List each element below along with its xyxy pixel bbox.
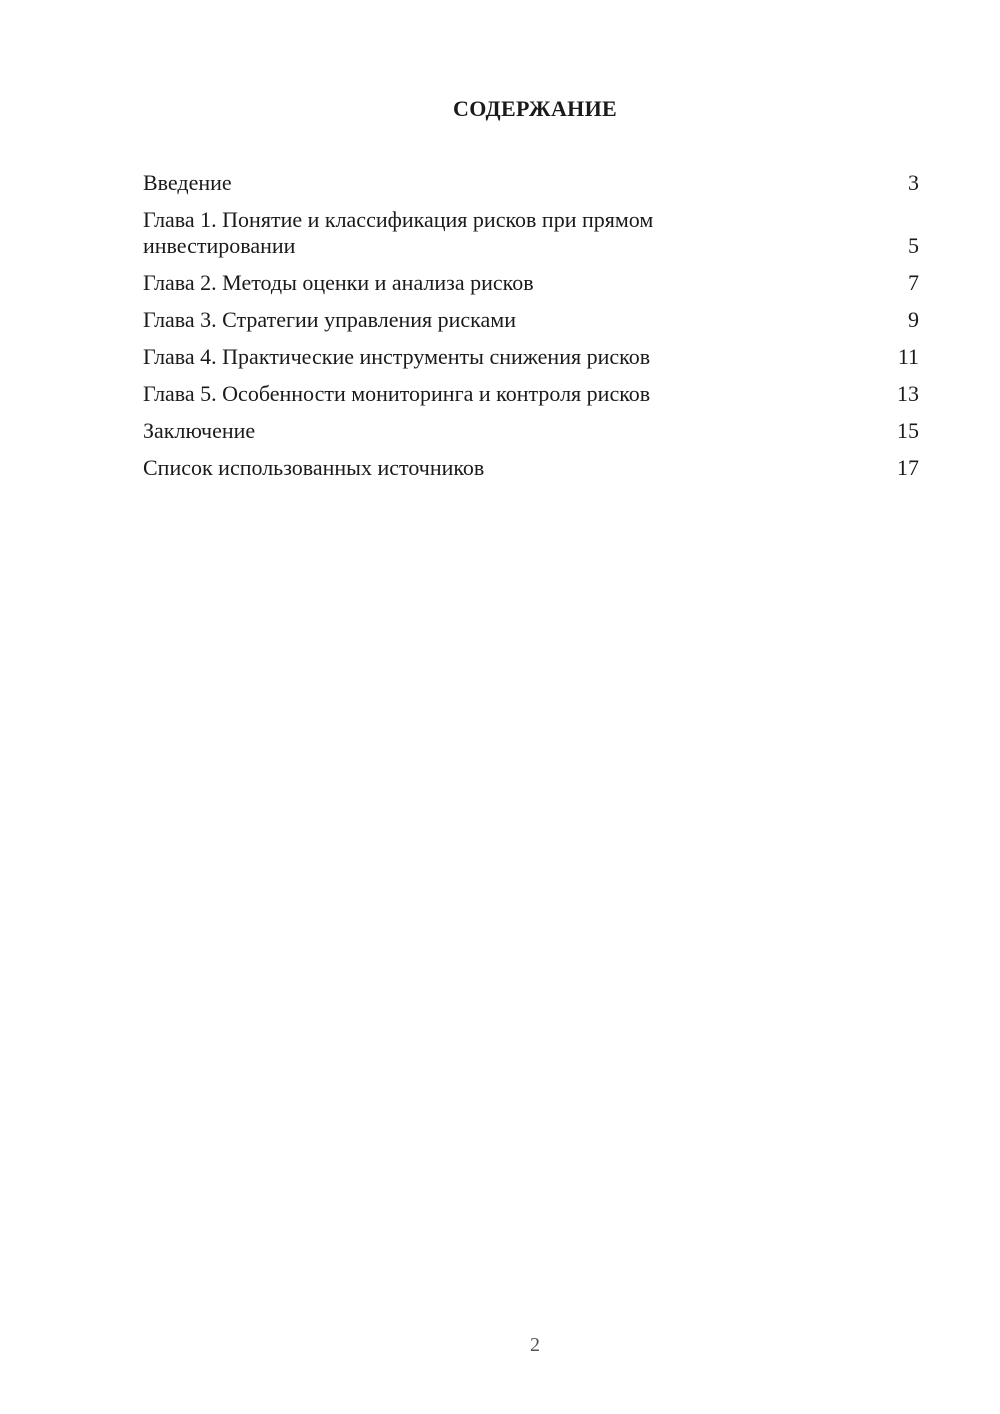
toc-entry-chapter-1[interactable] xyxy=(143,207,919,259)
toc-entry-page: 13 xyxy=(897,381,919,406)
toc-entry-page: 17 xyxy=(897,455,919,480)
toc-entry-label: Заключение xyxy=(143,418,256,443)
toc-entry-page: 3 xyxy=(908,170,919,195)
toc-entry-chapter-3[interactable] xyxy=(143,307,919,333)
toc-entry-chapter-4[interactable] xyxy=(143,344,919,370)
toc-entry-chapter-2[interactable] xyxy=(143,270,919,296)
toc-entry-chapter-5[interactable] xyxy=(143,381,919,407)
toc-entry-introduction[interactable] xyxy=(143,170,919,196)
toc-entry-label: Глава 2. Методы оценки и анализа рисков xyxy=(143,270,534,295)
table-of-contents xyxy=(143,170,919,481)
toc-entry-page: 9 xyxy=(908,307,919,332)
toc-entry-page: 11 xyxy=(897,344,919,369)
toc-entry-label: Список использованных источников xyxy=(143,455,485,480)
page-number: 2 xyxy=(530,1334,540,1356)
toc-entry-page: 15 xyxy=(897,418,919,443)
toc-entry-label: Введение xyxy=(143,170,232,195)
page-title: СОДЕРЖАНИЕ xyxy=(453,96,617,121)
toc-entry-label: Глава 4. Практические инструменты снижения рисков xyxy=(143,344,651,369)
toc-entry-label: Глава 3. Стратегии управления рисками xyxy=(143,307,516,332)
toc-entry-page: 7 xyxy=(908,270,919,295)
toc-entry-label: Глава 1. Понятие и классификация рисков при прямом инвестировании xyxy=(143,207,654,258)
toc-entry-conclusion[interactable] xyxy=(143,418,919,444)
toc-entry-page: 5 xyxy=(908,233,919,258)
toc-entry-label: Глава 5. Особенности мониторинга и контроля рисков xyxy=(143,381,651,406)
toc-entry-references[interactable] xyxy=(143,455,919,481)
